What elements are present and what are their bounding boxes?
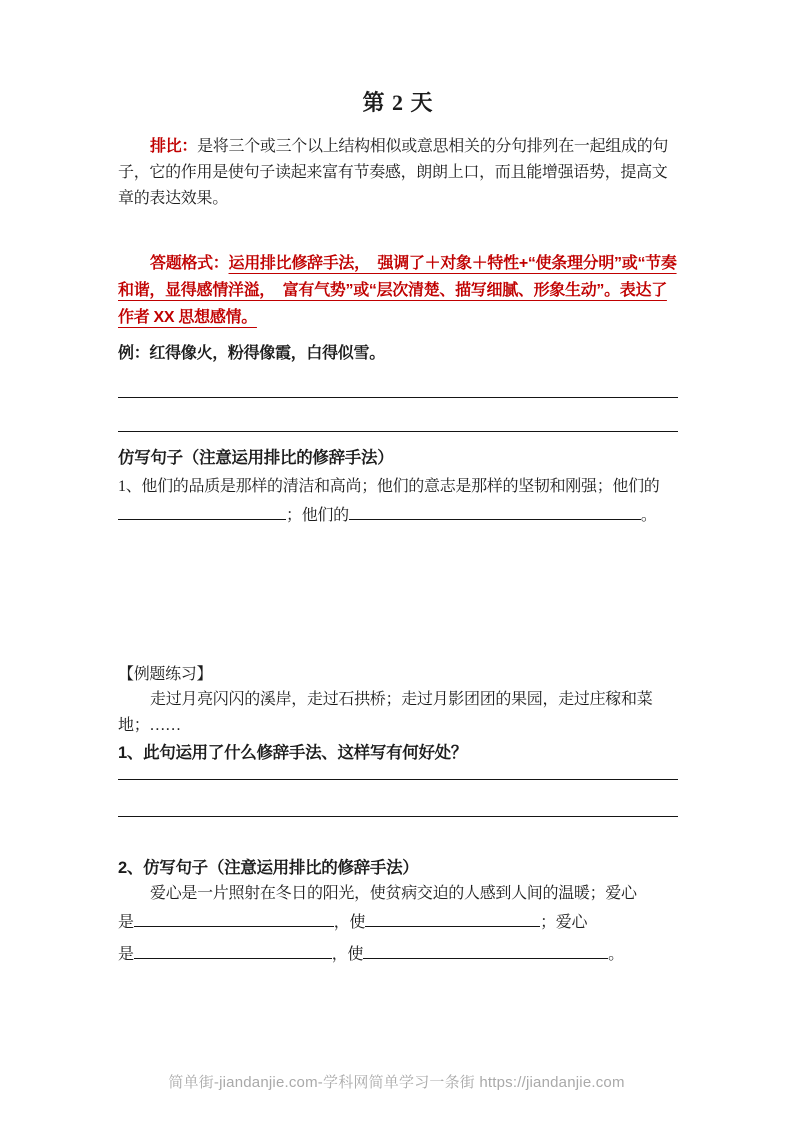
definition-paragraph (118, 134, 678, 212)
section1-heading: 仿写句子（注意运用排比的修辞手法） (118, 449, 394, 467)
fill-row-1-end: ；爱心 (540, 914, 588, 931)
practice-question-2-passage: 爱心是一片照射在冬日的阳光，使贫病交迫的人感到人间的温暖；爱心 (150, 885, 637, 902)
fill-blank (363, 943, 608, 959)
answer-rule-line (118, 780, 678, 817)
fill-row-2 (118, 939, 678, 971)
example-sentence: 例：红得像火，粉得像霞，白得似雪。 (118, 345, 385, 362)
fill-blank (118, 504, 286, 520)
section1-item-mid: ；他们的 (286, 507, 349, 524)
answer-rule-line (118, 369, 678, 398)
answer-format-text: 运用排比修辞手法， 强调了＋对象＋特性+“使条理分明”或“节奏和谐，显得感情洋溢， 富有气势”或“层次清楚、描写细腻、形象生动”。表达了作者 XX 思想感情。 (118, 255, 677, 326)
fill-blank (134, 911, 334, 927)
fill-blank (134, 943, 332, 959)
footer-watermark: 简单街-jiandanjie.com-学科网简单学习一条街 https://jiandanjie.com (168, 1074, 625, 1091)
practice-question-1: 1、此句运用了什么修辞手法、这样写有何好处？ (118, 744, 468, 762)
page-title: 第 2 天 (362, 90, 434, 115)
section1-item (118, 472, 678, 530)
answer-rule-line (118, 398, 678, 432)
practice-passage: 走过月亮闪闪的溪岸，走过石拱桥；走过月影团团的果园，走过庄稼和菜地；…… (118, 691, 653, 734)
fill-blank (365, 911, 540, 927)
fill-row-2-end: 。 (608, 946, 624, 963)
fill-row-1 (118, 907, 678, 939)
section1-item-lead: 1、他们的品质是那样的清洁和高尚；他们的意志是那样的坚韧和刚强；他们的 (118, 478, 660, 495)
fill-row-2-mid: ，使 (331, 946, 364, 963)
answer-format-label: 答题格式： (150, 255, 229, 272)
practice-heading: 【例题练习】 (118, 666, 213, 683)
fill-row-2-pre: 是 (118, 946, 134, 963)
answer-format-paragraph (118, 250, 678, 331)
definition-term: 排比： (150, 138, 198, 155)
practice-question-2-heading: 2、仿写句子（注意运用排比的修辞手法） (118, 859, 419, 877)
section1-item-end: 。 (640, 507, 657, 524)
fill-row-1-pre: 是 (118, 914, 134, 931)
fill-row-1-mid: ，使 (333, 914, 366, 931)
fill-blank (349, 504, 641, 520)
definition-text: 是将三个或三个以上结构相似或意思相关的分句排列在一起组成的句子，它的作用是使句子读起来富有节奏感，朗朗上口，而且能增强语势，提高文章的表达效果。 (118, 138, 669, 207)
answer-rule-line (118, 765, 678, 780)
